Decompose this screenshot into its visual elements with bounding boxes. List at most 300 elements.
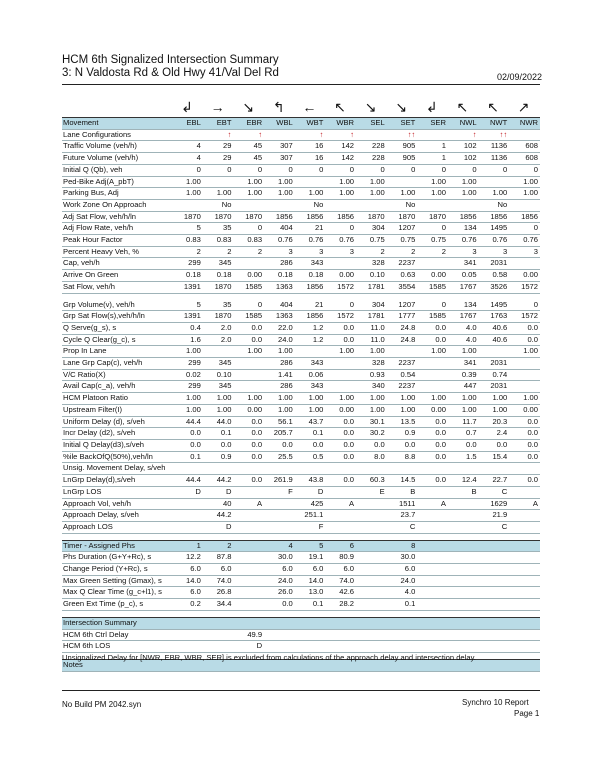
row-label: Incr Delay (d2), s/veh xyxy=(62,428,172,440)
table-cell: 0.00 xyxy=(325,404,356,416)
row-label: Approach Delay, s/veh xyxy=(62,510,172,522)
table-cell xyxy=(264,521,295,533)
table-cell: 4 xyxy=(264,540,295,552)
table-cell: 42.6 xyxy=(325,587,356,599)
table-cell: ↑ xyxy=(448,129,479,141)
table-cell: 0.1 xyxy=(295,428,326,440)
table-cell: 0.0 xyxy=(479,439,510,451)
table-cell: 0 xyxy=(509,223,540,235)
table-cell: 2031 xyxy=(479,381,510,393)
table-cell: 1.00 xyxy=(509,393,540,405)
table-cell xyxy=(172,498,203,510)
table-cell: 0.75 xyxy=(417,235,448,247)
table-row xyxy=(62,164,540,176)
row-label: Parking Bus, Adj xyxy=(62,188,172,200)
table-row xyxy=(62,404,540,416)
table-cell xyxy=(325,463,356,475)
table-cell: 0 xyxy=(233,223,264,235)
table-cell: 1.41 xyxy=(264,369,295,381)
table-cell: 44.4 xyxy=(172,416,203,428)
table-cell: 345 xyxy=(203,258,234,270)
table-cell xyxy=(387,617,418,629)
table-cell: 19.1 xyxy=(295,552,326,564)
table-cell: 0.54 xyxy=(387,369,418,381)
table-cell: 1572 xyxy=(509,281,540,293)
table-cell: 44.4 xyxy=(172,475,203,487)
table-cell xyxy=(479,617,510,629)
table-cell xyxy=(356,129,387,141)
row-label: Phs Duration (G+Y+Rc), s xyxy=(62,552,172,564)
table-cell: 1.2 xyxy=(295,334,326,346)
table-cell xyxy=(448,199,479,211)
table-cell: 2031 xyxy=(479,358,510,370)
table-row xyxy=(62,258,540,270)
table-cell: 0.7 xyxy=(448,428,479,440)
table-cell: 16 xyxy=(295,153,326,165)
table-cell: 343 xyxy=(295,358,326,370)
table-row xyxy=(62,199,540,211)
table-row xyxy=(62,393,540,405)
table-cell: 21 xyxy=(295,300,326,311)
table-cell: 0.76 xyxy=(295,235,326,247)
table-cell xyxy=(509,381,540,393)
table-row xyxy=(62,300,540,311)
table-cell: 6.0 xyxy=(264,564,295,576)
footer-page: Page 1 xyxy=(514,709,540,718)
table-cell: 1870 xyxy=(356,211,387,223)
table-cell xyxy=(233,463,264,475)
table-cell: 1.00 xyxy=(325,188,356,200)
table-cell xyxy=(509,199,540,211)
table-cell xyxy=(356,510,387,522)
table-cell: 1856 xyxy=(509,211,540,223)
table-cell: 80.9 xyxy=(325,552,356,564)
footer-rule xyxy=(62,690,540,691)
eb-right-turn-icon: ↘ xyxy=(242,99,255,115)
table-cell: 905 xyxy=(387,141,418,153)
table-cell xyxy=(448,463,479,475)
table-cell: 0 xyxy=(325,223,356,235)
table-cell: 2 xyxy=(417,246,448,258)
table-cell xyxy=(387,641,418,653)
table-cell: 1.00 xyxy=(417,346,448,358)
table-cell: 30.1 xyxy=(356,416,387,428)
table-cell: 0.0 xyxy=(417,334,448,346)
table-row xyxy=(62,346,540,358)
table-cell: 0.06 xyxy=(295,369,326,381)
table-row xyxy=(62,475,540,487)
table-cell: 21 xyxy=(295,223,326,235)
table-cell: ↑ xyxy=(325,129,356,141)
table-cell: 0.4 xyxy=(172,322,203,334)
table-cell: 0.1 xyxy=(387,599,418,611)
row-label: V/C Ratio(X) xyxy=(62,369,172,381)
table-cell: 1.00 xyxy=(325,176,356,188)
table-cell: 44.2 xyxy=(203,510,234,522)
table-cell xyxy=(479,346,510,358)
table-row xyxy=(62,176,540,188)
row-label: Green Ext Time (p_c), s xyxy=(62,599,172,611)
se-through-icon: ↘ xyxy=(395,99,408,115)
table-cell: 8.8 xyxy=(387,451,418,463)
table-cell: 1.00 xyxy=(448,346,479,358)
table-cell: 0.0 xyxy=(172,428,203,440)
table-cell xyxy=(203,629,234,641)
table-cell xyxy=(509,463,540,475)
table-cell: 8 xyxy=(387,540,418,552)
table-cell: 34.4 xyxy=(203,599,234,611)
table-cell: 1.00 xyxy=(356,404,387,416)
table-row xyxy=(62,439,540,451)
table-cell xyxy=(417,381,448,393)
table-cell: 0 xyxy=(356,164,387,176)
table-cell: 1.00 xyxy=(509,346,540,358)
table-cell: 0.1 xyxy=(203,428,234,440)
se-right-turn-icon: ↲ xyxy=(425,99,438,115)
table-cell: 0 xyxy=(233,164,264,176)
table-cell: 0 xyxy=(509,164,540,176)
table-cell: B xyxy=(448,486,479,498)
table-cell xyxy=(233,587,264,599)
table-cell: 6.0 xyxy=(203,564,234,576)
table-cell: 1856 xyxy=(295,311,326,323)
table-cell: 2237 xyxy=(387,358,418,370)
table-cell: 0.75 xyxy=(356,235,387,247)
row-label: Avail Cap(c_a), veh/h xyxy=(62,381,172,393)
table-cell xyxy=(172,521,203,533)
notes-text: Unsignalized Delay for [NWR, EBR, WBR, SER] is excluded from calculations of the approach delay and intersection delay. xyxy=(62,653,476,662)
table-cell: 1.00 xyxy=(233,393,264,405)
table-cell: 1.00 xyxy=(172,404,203,416)
table-row xyxy=(62,641,540,653)
table-cell xyxy=(509,486,540,498)
row-label: Approach LOS xyxy=(62,521,172,533)
table-cell: 1585 xyxy=(417,311,448,323)
table-cell: 0.10 xyxy=(356,270,387,282)
table-cell: 343 xyxy=(295,381,326,393)
table-cell xyxy=(233,564,264,576)
table-cell: 0 xyxy=(295,164,326,176)
table-cell: 1856 xyxy=(295,281,326,293)
table-cell: 0.0 xyxy=(325,334,356,346)
table-cell xyxy=(448,521,479,533)
table-cell xyxy=(325,358,356,370)
wb-left-turn-icon: ↰ xyxy=(272,99,285,115)
table-cell: 1.00 xyxy=(417,393,448,405)
table-cell: 142 xyxy=(325,153,356,165)
table-cell xyxy=(172,463,203,475)
table-cell xyxy=(448,564,479,576)
table-cell xyxy=(509,575,540,587)
table-cell xyxy=(387,463,418,475)
table-cell: 299 xyxy=(172,358,203,370)
table-cell xyxy=(509,587,540,599)
table-cell: 2 xyxy=(203,540,234,552)
table-cell xyxy=(233,552,264,564)
table-cell: No xyxy=(295,199,326,211)
table-cell xyxy=(264,629,295,641)
table-cell xyxy=(356,564,387,576)
table-cell: No xyxy=(479,199,510,211)
table-cell: 304 xyxy=(356,223,387,235)
table-cell xyxy=(448,540,479,552)
table-cell: 1.00 xyxy=(325,393,356,405)
table-cell: 25.5 xyxy=(264,451,295,463)
table-cell: 1.00 xyxy=(264,188,295,200)
row-label: Prop In Lane xyxy=(62,346,172,358)
table-cell: 1585 xyxy=(233,311,264,323)
table-cell: 0.0 xyxy=(233,428,264,440)
table-cell xyxy=(479,599,510,611)
table-cell: 0.0 xyxy=(509,322,540,334)
table-cell: 0.39 xyxy=(448,369,479,381)
table-cell: 24.0 xyxy=(387,575,418,587)
header-rule xyxy=(62,84,540,85)
table-cell: 0.76 xyxy=(448,235,479,247)
table-cell: 0.0 xyxy=(417,428,448,440)
row-label: Movement xyxy=(62,118,172,130)
table-row xyxy=(62,153,540,165)
table-cell: C xyxy=(479,521,510,533)
table-cell: 3 xyxy=(295,246,326,258)
table-cell: 74.0 xyxy=(203,575,234,587)
table-cell: 16 xyxy=(295,141,326,153)
table-row xyxy=(62,358,540,370)
table-cell xyxy=(448,498,479,510)
table-cell: 1870 xyxy=(417,211,448,223)
table-cell: 404 xyxy=(264,300,295,311)
table-cell: 1.00 xyxy=(264,393,295,405)
table-row xyxy=(62,369,540,381)
table-cell: 1856 xyxy=(479,211,510,223)
row-label: Notes xyxy=(62,659,172,671)
table-cell: 6.0 xyxy=(172,564,203,576)
table-cell: F xyxy=(264,486,295,498)
table-cell xyxy=(417,564,448,576)
table-cell xyxy=(356,521,387,533)
table-cell: 0.9 xyxy=(387,428,418,440)
table-cell xyxy=(233,486,264,498)
table-cell xyxy=(417,641,448,653)
table-cell: 87.8 xyxy=(203,552,234,564)
table-cell: 1.00 xyxy=(233,176,264,188)
table-cell: 1.6 xyxy=(172,334,203,346)
table-cell xyxy=(233,199,264,211)
table-row xyxy=(62,498,540,510)
table-cell: 0.00 xyxy=(417,270,448,282)
table-cell: 1.00 xyxy=(295,188,326,200)
row-label: Approach Vol, veh/h xyxy=(62,498,172,510)
table-cell: 13.0 xyxy=(295,587,326,599)
table-cell xyxy=(509,510,540,522)
table-cell xyxy=(417,540,448,552)
table-cell: SEL xyxy=(356,118,387,130)
table-cell xyxy=(233,358,264,370)
table-cell: 2.0 xyxy=(203,322,234,334)
table-cell: 345 xyxy=(203,381,234,393)
table-cell: 1856 xyxy=(448,211,479,223)
table-cell: 0.18 xyxy=(295,270,326,282)
table-cell: 2 xyxy=(356,246,387,258)
table-cell: 1585 xyxy=(233,281,264,293)
row-label: Adj Sat Flow, veh/h/ln xyxy=(62,211,172,223)
table-cell: 1.5 xyxy=(448,451,479,463)
table-cell: 307 xyxy=(264,153,295,165)
table-cell xyxy=(509,258,540,270)
table-cell: 0.0 xyxy=(509,416,540,428)
table-cell xyxy=(479,629,510,641)
table-cell: EBR xyxy=(233,118,264,130)
table-cell: 1.00 xyxy=(479,404,510,416)
row-label: Max Q Clear Time (g_c+l1), s xyxy=(62,587,172,599)
table-cell xyxy=(233,369,264,381)
table-cell: 286 xyxy=(264,258,295,270)
table-cell xyxy=(417,617,448,629)
table-cell: 0.0 xyxy=(264,599,295,611)
table-cell: 0.18 xyxy=(203,270,234,282)
table-cell: 0 xyxy=(325,300,356,311)
table-cell: 0.10 xyxy=(203,369,234,381)
table-cell: 11.0 xyxy=(356,322,387,334)
table-cell: 0.75 xyxy=(387,235,418,247)
table-row xyxy=(62,587,540,599)
table-cell: 44.0 xyxy=(203,416,234,428)
table-cell: D xyxy=(295,486,326,498)
table-cell: 1.00 xyxy=(172,188,203,200)
table-cell xyxy=(264,498,295,510)
table-cell: 0.00 xyxy=(509,270,540,282)
wb-right-turn-icon: ↖ xyxy=(334,99,346,115)
table-cell: 1870 xyxy=(172,211,203,223)
table-cell: 1.00 xyxy=(264,176,295,188)
table-cell: 1 xyxy=(417,153,448,165)
table-cell: 26.0 xyxy=(264,587,295,599)
table-cell xyxy=(325,199,356,211)
footer-report: Synchro 10 Report xyxy=(462,698,529,707)
table-cell: 1781 xyxy=(356,311,387,323)
table-cell: 0.0 xyxy=(233,439,264,451)
table-row xyxy=(62,322,540,334)
table-cell: 0.0 xyxy=(356,439,387,451)
table-cell: 0.0 xyxy=(233,416,264,428)
row-label: Percent Heavy Veh, % xyxy=(62,246,172,258)
table-cell: 0.83 xyxy=(172,235,203,247)
table-cell xyxy=(233,381,264,393)
table-cell: 40 xyxy=(203,498,234,510)
table-cell: A xyxy=(417,498,448,510)
table-cell: 3554 xyxy=(387,281,418,293)
table-cell: 0.18 xyxy=(172,270,203,282)
row-label: Timer - Assigned Phs xyxy=(62,540,172,552)
table-cell: 0.0 xyxy=(417,475,448,487)
table-cell xyxy=(509,358,540,370)
table-cell: 1.00 xyxy=(448,176,479,188)
table-cell xyxy=(172,629,203,641)
table-cell: ↑ xyxy=(233,129,264,141)
table-cell: 49.9 xyxy=(233,629,264,641)
table-cell: 3 xyxy=(509,246,540,258)
table-row xyxy=(62,428,540,440)
table-cell: 1.00 xyxy=(233,346,264,358)
table-cell xyxy=(233,617,264,629)
table-cell: 11.0 xyxy=(356,334,387,346)
table-cell xyxy=(448,575,479,587)
table-cell: 0 xyxy=(479,164,510,176)
table-cell xyxy=(509,599,540,611)
table-cell: 1 xyxy=(417,141,448,153)
footer-filename: No Build PM 2042.syn xyxy=(62,700,142,709)
table-cell: 3 xyxy=(264,246,295,258)
row-label: HCM Platoon Ratio xyxy=(62,393,172,405)
table-cell xyxy=(264,463,295,475)
table-cell xyxy=(479,463,510,475)
table-cell xyxy=(479,587,510,599)
table-cell xyxy=(417,629,448,641)
table-cell: 40.6 xyxy=(479,334,510,346)
table-row xyxy=(62,510,540,522)
spacer-row xyxy=(62,610,540,617)
table-cell xyxy=(448,552,479,564)
table-cell: 1.00 xyxy=(387,404,418,416)
table-cell: 24.0 xyxy=(264,334,295,346)
row-label: HCM 6th Ctrl Delay xyxy=(62,629,172,641)
table-cell xyxy=(172,617,203,629)
table-cell xyxy=(356,199,387,211)
table-cell: 341 xyxy=(448,258,479,270)
table-cell: 228 xyxy=(356,153,387,165)
table-cell: 1391 xyxy=(172,281,203,293)
table-cell xyxy=(264,641,295,653)
table-cell: 1.00 xyxy=(203,393,234,405)
table-cell: 1572 xyxy=(325,311,356,323)
table-cell: 0.00 xyxy=(325,270,356,282)
table-cell: 0.0 xyxy=(417,416,448,428)
table-cell: 1856 xyxy=(264,211,295,223)
table-cell: 0.0 xyxy=(295,439,326,451)
table-cell: 23.7 xyxy=(387,510,418,522)
table-cell: 0.0 xyxy=(509,428,540,440)
eb-through-icon: → xyxy=(210,99,225,115)
table-cell: 341 xyxy=(448,358,479,370)
table-cell: 26.8 xyxy=(203,587,234,599)
table-cell xyxy=(448,510,479,522)
table-cell: 43.8 xyxy=(295,475,326,487)
table-cell: A xyxy=(233,498,264,510)
table-cell xyxy=(509,540,540,552)
table-cell: 447 xyxy=(448,381,479,393)
table-cell: 6.0 xyxy=(325,564,356,576)
table-cell: 2 xyxy=(203,246,234,258)
table-cell: 15.4 xyxy=(479,451,510,463)
table-cell: 6.0 xyxy=(295,564,326,576)
table-cell: 286 xyxy=(264,381,295,393)
row-label: Sat Flow, veh/h xyxy=(62,281,172,293)
table-cell: 14.0 xyxy=(295,575,326,587)
table-row xyxy=(62,281,540,293)
table-cell xyxy=(417,369,448,381)
se-left-turn-icon: ↘ xyxy=(364,99,377,115)
lane-config-row xyxy=(62,129,540,141)
table-cell xyxy=(387,176,418,188)
table-cell: 1.00 xyxy=(203,404,234,416)
table-cell xyxy=(264,617,295,629)
table-cell: 8.0 xyxy=(356,451,387,463)
table-cell xyxy=(356,587,387,599)
table-row xyxy=(62,416,540,428)
table-cell: 1767 xyxy=(448,311,479,323)
table-cell xyxy=(325,617,356,629)
table-cell xyxy=(172,641,203,653)
